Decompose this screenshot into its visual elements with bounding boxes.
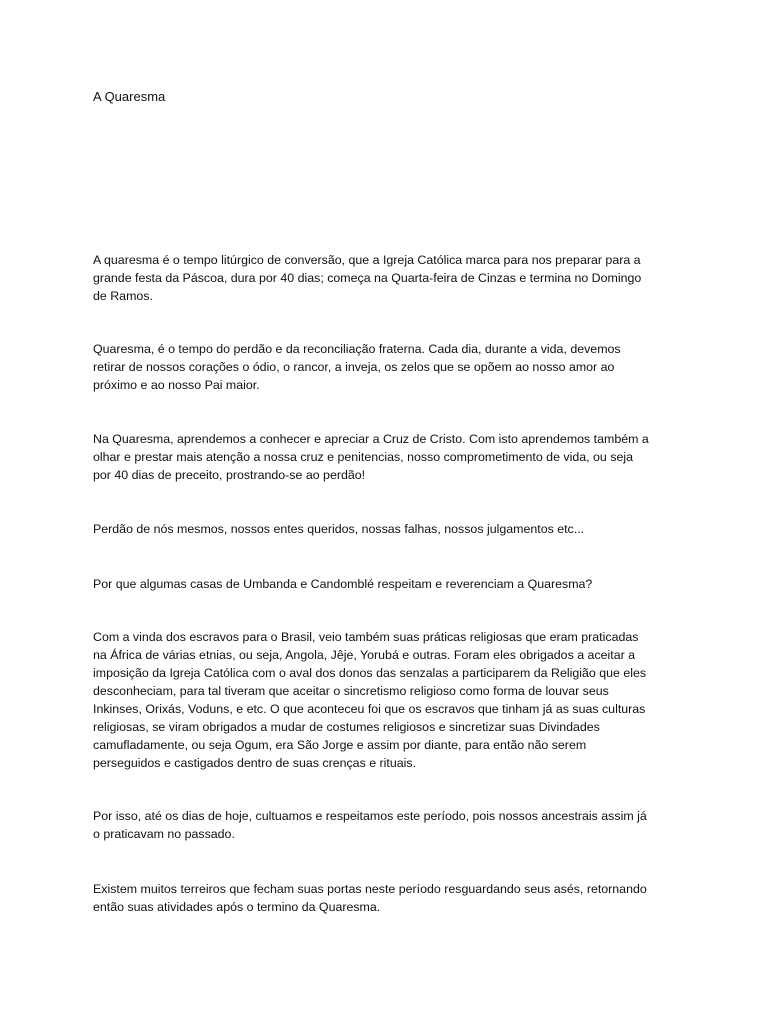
text-line: retirar de nossos corações o ódio, o rancor, a inveja, os zelos que se opõem ao nosso amor ao (93, 360, 615, 374)
text-line: o praticavam no passado. (93, 827, 235, 841)
text-line: de Ramos. (93, 289, 153, 303)
text-line: olhar e prestar mais atenção a nossa cruz e penitencias, nosso comprometimento de vida, ou seja (93, 450, 633, 464)
text-line: Inkinses, Orixás, Voduns, e etc. O que aconteceu foi que os escravos que tinham já as suas culturas (93, 702, 646, 716)
text-line: desconheciam, para tal tiveram que aceitar o sincretismo religioso como forma de louvar seus (93, 684, 609, 698)
paragraph-4 (93, 520, 685, 538)
paragraph-6 (93, 628, 685, 772)
document-title: A Quaresma (93, 89, 166, 104)
text-line: Existem muitos terreiros que fecham suas portas neste período resguardando seus asés, retornando (93, 882, 647, 896)
paragraph-3 (93, 430, 685, 484)
text-line: A quaresma é o tempo litúrgico de conversão, que a Igreja Católica marca para nos preparar para a (93, 253, 641, 267)
text-line: Com a vinda dos escravos para o Brasil, veio também suas práticas religiosas que eram praticadas (93, 630, 639, 644)
text-line: Quaresma, é o tempo do perdão e da reconciliação fraterna. Cada dia, durante a vida, devemos (93, 342, 621, 356)
text-line: por 40 dias de preceito, prostrando-se ao perdão! (93, 468, 366, 482)
text-line: Na Quaresma, aprendemos a conhecer e apreciar a Cruz de Cristo. Com isto aprendemos também a (93, 432, 649, 446)
text-line: camufladamente, ou seja Ogum, era São Jorge e assim por diante, para então não serem (93, 738, 587, 752)
text-line: religiosas, se viram obrigados a mudar de costumes religiosos e sincretizar suas Divindades (93, 720, 600, 734)
text-line: Por isso, até os dias de hoje, cultuamos e respeitamos este período, pois nossos ancestrais assim já (93, 809, 647, 823)
text-line: perseguidos e castigados dentro de suas crenças e rituais. (93, 756, 417, 770)
paragraph-1 (93, 251, 685, 305)
text-line: Perdão de nós mesmos, nossos entes queridos, nossas falhas, nossos julgamentos etc... (93, 522, 585, 536)
paragraph-2 (93, 340, 685, 394)
paragraph-7 (93, 807, 685, 843)
text-line: próximo e ao nosso Pai maior. (93, 378, 260, 392)
paragraph-8 (93, 880, 685, 916)
text-line: então suas atividades após o termino da Quaresma. (93, 900, 381, 914)
text-line: imposição da Igreja Católica com o aval dos donos das senzalas a participarem da Religião que eles (93, 666, 647, 680)
paragraph-5 (93, 575, 685, 593)
text-line: na África de várias etnias, ou seja, Angola, Jêje, Yorubá e outras. Foram eles obrigados a aceitar a (93, 648, 636, 662)
text-line: Por que algumas casas de Umbanda e Candomblé respeitam e reverenciam a Quaresma? (93, 577, 593, 591)
text-line: grande festa da Páscoa, dura por 40 dias; começa na Quarta-feira de Cinzas e termina no Domingo (93, 271, 642, 285)
